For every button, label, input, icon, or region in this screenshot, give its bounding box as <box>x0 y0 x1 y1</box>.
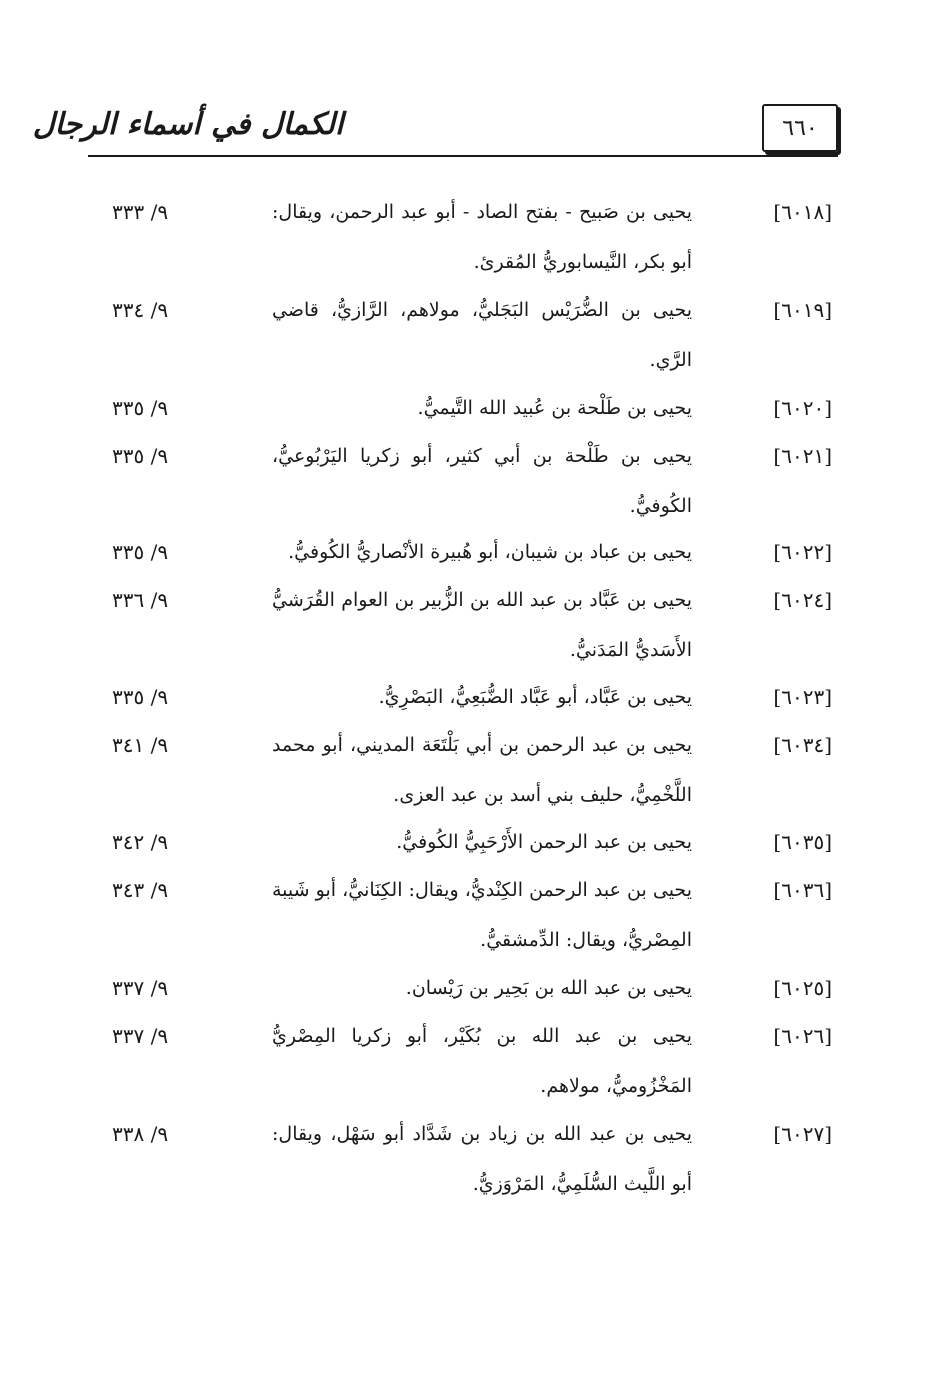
entry-number: [٦٠٢٥] <box>773 976 832 1000</box>
book-title-logo: الكمال في أسماء الرجال <box>32 106 344 142</box>
entry-text: يحيى بن طَلْحة بن عُبيد الله التَّيميُّ. <box>417 397 692 419</box>
entry-text: يحيى بن عبد الرحمن الأَرْحَبِيُّ الكُوفيُّ. <box>396 831 692 853</box>
entry-reference: ٩/ ٣٣٦ <box>112 588 169 612</box>
entry-reference: ٩/ ٣٣٧ <box>112 1024 169 1048</box>
page-number-box <box>762 104 838 152</box>
entry-text: يحيى بن الضُّرَيْس البَجَليُّ، مولاهم، الرَّازيُّ، قاضي الرَّي. <box>272 299 692 371</box>
entry-number: [٦٠٢٧] <box>773 1122 832 1146</box>
entry-reference: ٩/ ٣٣٨ <box>112 1122 169 1146</box>
entry-reference: ٩/ ٣٣٧ <box>112 976 169 1000</box>
page-number: ٦٦٠ <box>782 115 818 141</box>
entry-text: يحيى بن عَبَّاد، أبو عَبَّاد الضُّبَعِيُّ، البَصْرِيُّ. <box>378 686 692 708</box>
entry-text: يحيى بن عبد الرحمن الكِنْديُّ، ويقال: الكِنَانيُّ، أبو شَيبة المِصْريُّ، ويقال: الدِّمشقيُّ. <box>272 879 692 951</box>
entry-reference: ٩/ ٣٣٤ <box>112 298 169 322</box>
entry-text: يحيى بن عباد بن شيبان، أبو هُبيرة الأنْصاريُّ الكُوفيُّ. <box>288 541 692 563</box>
entry-number: [٦٠٢٤] <box>773 588 832 612</box>
entry-reference: ٩/ ٣٣٥ <box>112 685 169 709</box>
entry-number: [٦٠١٨] <box>773 200 832 224</box>
entry-number: [٦٠٢٣] <box>773 685 832 709</box>
entry-reference: ٩/ ٣٣٥ <box>112 396 169 420</box>
entry-number: [٦٠٣٦] <box>773 878 832 902</box>
entry-number: [٦٠٢٠] <box>773 396 832 420</box>
entry-number: [٦٠٢٢] <box>773 540 832 564</box>
entry-number: [٦٠٢١] <box>773 444 832 468</box>
entry-text: يحيى بن عبد الرحمن بن أبي بَلْتَعَة المديني، أبو محمد اللَّخْمِيُّ، حليف بني أسد بن عبد العزى. <box>272 734 692 806</box>
entry-reference: ٩/ ٣٤٢ <box>112 830 169 854</box>
entry-reference: ٩/ ٣٣٥ <box>112 540 169 564</box>
entry-number: [٦٠٣٥] <box>773 830 832 854</box>
entry-number: [٦٠٣٤] <box>773 733 832 757</box>
entry-text: يحيى بن عَبَّاد بن عبد الله بن الزُّبير بن العوام القُرَشيُّ الأَسَديُّ المَدَنيُّ. <box>272 589 692 661</box>
header-divider <box>88 155 838 157</box>
entry-text: يحيى بن طَلْحة بن أبي كثير، أبو زكريا اليَرْبُوعيُّ، الكُوفيُّ. <box>272 445 692 517</box>
entry-reference: ٩/ ٣٤١ <box>112 733 169 757</box>
entry-text: يحيى بن عبد الله بن بَحِير بن رَيْسان. <box>405 977 692 999</box>
entry-text: يحيى بن عبد الله بن بُكَيْر، أبو زكريا المِصْريُّ المَخْزُوميُّ، مولاهم. <box>272 1025 692 1097</box>
entry-reference: ٩/ ٣٤٣ <box>112 878 169 902</box>
entry-text: يحيى بن عبد الله بن زياد بن شَدَّاد أبو سَهْل، ويقال: أبو اللَّيث السُّلَمِيُّ، المَرْوَزيُّ. <box>272 1123 692 1195</box>
entry-text: يحيى بن صَبيح - بفتح الصاد - أبو عبد الرحمن، ويقال: أبو بكر، النَّيسابوريُّ المُقرئ. <box>272 201 692 273</box>
entry-reference: ٩/ ٣٣٣ <box>112 200 169 224</box>
entry-number: [٦٠١٩] <box>773 298 832 322</box>
entry-number: [٦٠٢٦] <box>773 1024 832 1048</box>
entry-reference: ٩/ ٣٣٥ <box>112 444 169 468</box>
